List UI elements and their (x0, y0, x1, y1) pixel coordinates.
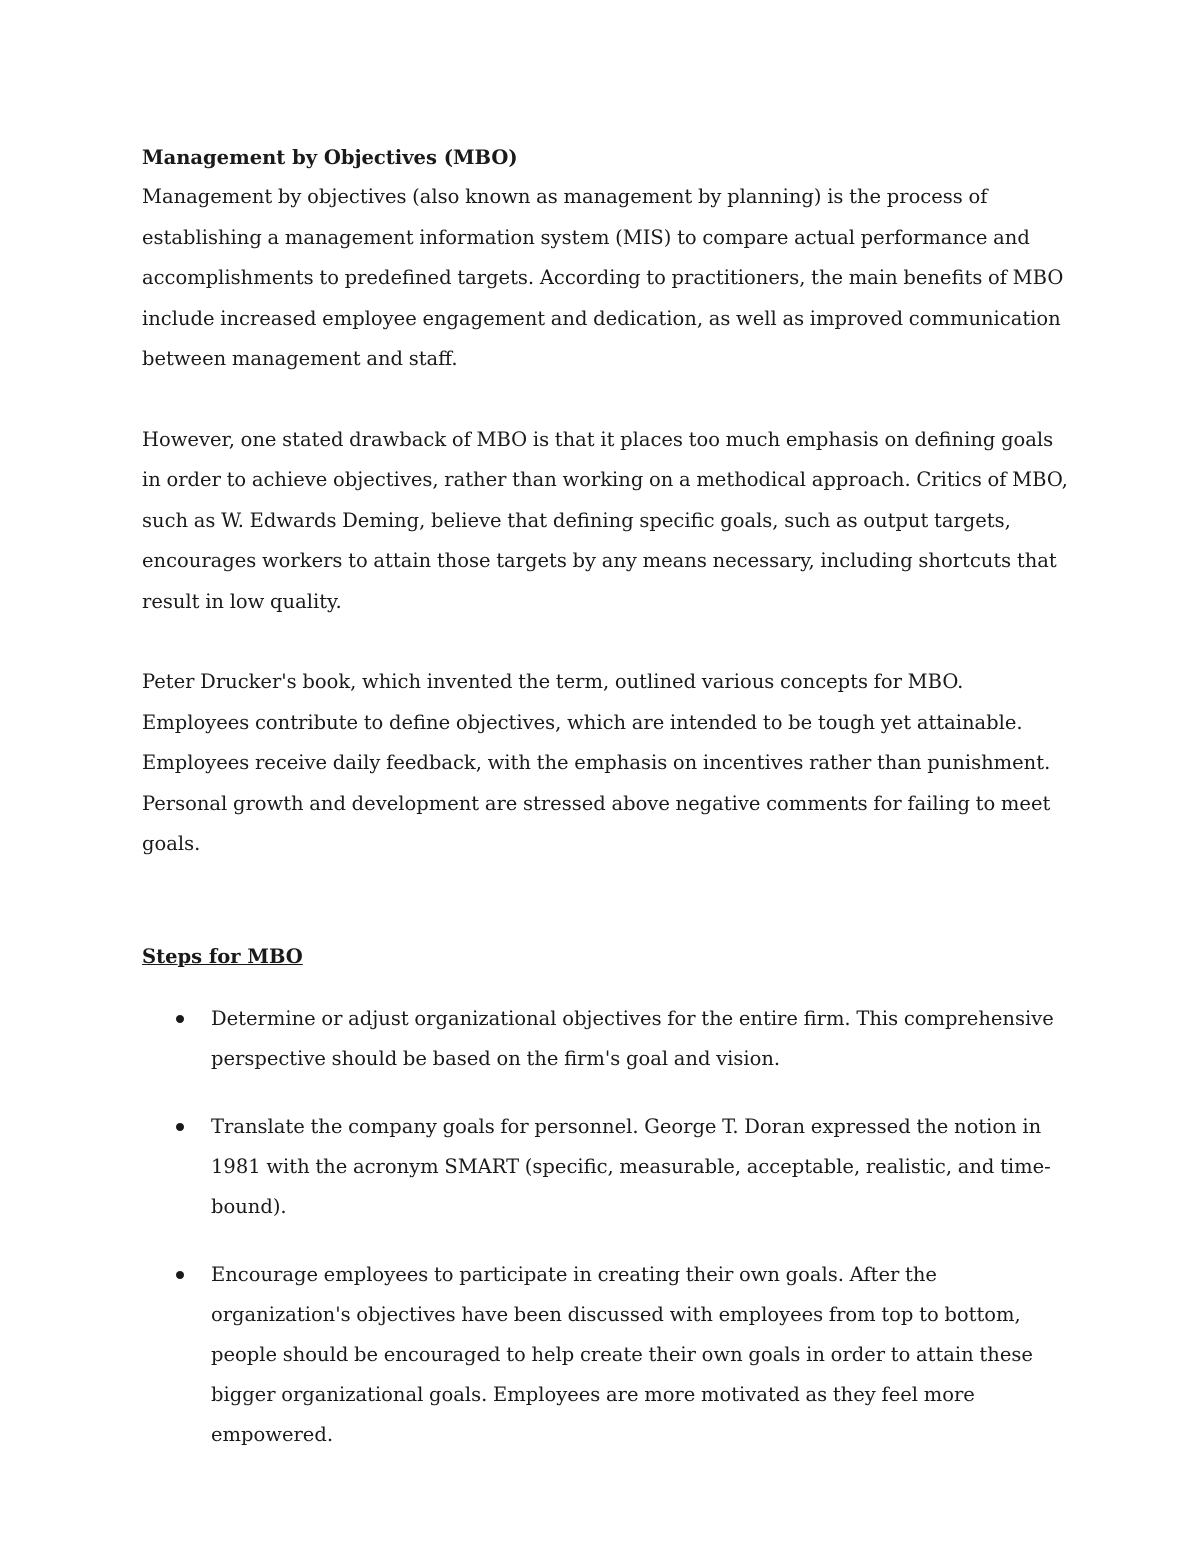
bullet-icon (176, 1123, 184, 1131)
steps-list (142, 999, 1072, 1455)
step-text: Determine or adjust organizational objectives for the entire firm. This comprehensive perspective should be based on the firm's goal and vision. (211, 1006, 1054, 1070)
paragraph-drucker: Peter Drucker's book, which invented the term, outlined various concepts for MBO. Employees contribute to define objectives, which are intended to be tough yet attainable. Employees receive daily feedback, with the emphasis on incentives rather than punishment. Personal growth and development are stressed above negative comments for failing to meet goals. (142, 670, 1051, 855)
list-item (142, 1107, 1072, 1227)
bullet-icon (176, 1015, 184, 1023)
list-item (142, 999, 1072, 1079)
step-text: Encourage employees to participate in creating their own goals. After the organization's objectives have been discussed with employees from top to bottom, people should be encouraged to help create their own goals in order to attain these bigger organizational goals. Employees are more motivated as they feel more empowered. (211, 1262, 1033, 1446)
step-text: Translate the company goals for personnel. George T. Doran expressed the notion in 1981 with the acronym SMART (specific, measurable, acceptable, realistic, and time-bound). (211, 1114, 1051, 1218)
paragraph-definition: Management by objectives (also known as management by planning) is the process of establishing a management information system (MIS) to compare actual performance and accomplishments to predefined targets. According to practitioners, the main benefits of MBO include increased employee engagement and dedication, as well as improved communication between management and staff. (142, 185, 1064, 370)
document-body (142, 142, 1072, 1483)
document-title: Management by Objectives (MBO) (142, 146, 518, 169)
steps-heading: Steps for MBO (142, 944, 303, 968)
bullet-icon (176, 1271, 184, 1279)
paragraph-drawback: However, one stated drawback of MBO is that it places too much emphasis on defining goals in order to achieve objectives, rather than working on a methodical approach. Critics of MBO, such as W. Edwards Deming, believe that defining specific goals, such as output targets, encourages workers to attain those targets by any means necessary, including shortcuts that result in low quality. (142, 427, 1068, 613)
list-item (142, 1255, 1072, 1455)
